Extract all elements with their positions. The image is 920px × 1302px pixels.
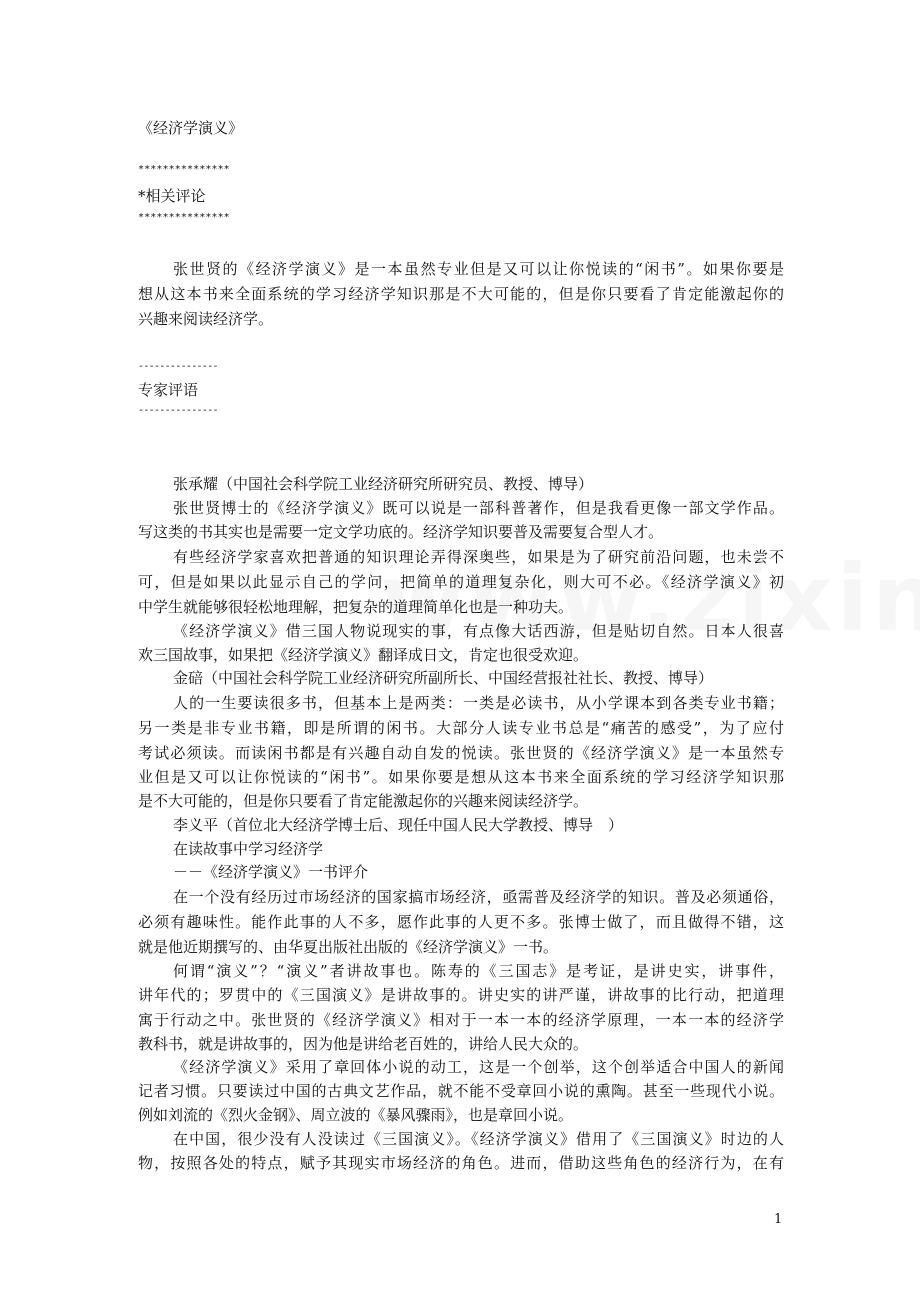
text-line: 寓于行动之中。张世贤的《经济学演义》相对于一本一本的经济学原理，一本一本的经济学	[138, 1011, 784, 1029]
text-line: 记者习惯。只要读过中国的古典文艺作品，就不能不受章回小说的熏陶。甚至一些现代小说。	[138, 1082, 784, 1100]
text-line: 必须有趣味性。能作此事的人不多，愿作此事的人更不多。张博士做了，而且做得不错，这	[138, 913, 784, 931]
text-line: 在中国，很少没有人没读过《三国演义》。《经济学演义》借用了《三国演义》时边的人	[173, 1130, 784, 1148]
text-line: 物，按照各处的特点，赋予其现实市场经济的角色。进而，借助这些角色的经济行为，在有	[138, 1154, 784, 1172]
text-line: 张世贤的《经济学演义》是一本虽然专业但是又可以让你悦读的“闲书”。如果你要是	[173, 260, 784, 278]
text-line: 写这类的书其实也是需要一定文学功底的。经济学知识要普及需要复合型人才。	[138, 523, 664, 541]
text-line: 《经济学演义》采用了章回体小说的动工，这是一个创举，这个创举适合中国人的新闻	[173, 1058, 784, 1076]
reviewer-3: 李义平（首位北大经济学博士后、现任中国人民大学教授、博导 ）	[173, 816, 624, 834]
review-3-subtitle: －－《经济学演义》一书评介	[173, 863, 369, 881]
text-line: 教科书，就是讲故事的，因为他是讲给老百姓的，讲给人民大众的。	[138, 1035, 589, 1053]
reviewer-1: 张承耀（中国社会科学院工业经济研究所研究员、教授、博导）	[173, 475, 594, 493]
stars-divider-top: ***************	[138, 164, 230, 175]
text-line: 考试必须读。而读闲书都是有兴趣自动自发的悦读。张世贤的《经济学演义》是一本虽然专	[138, 744, 784, 762]
text-line: 人的一生要读很多书，但基本上是两类：一类是必读书，从小学课本到各类专业书籍；	[173, 694, 784, 712]
text-line: 中学生就能够很轻松地理解，把复杂的道理简单化也是一种功夫。	[138, 598, 574, 616]
text-line: 何谓“演义”？“演义”者讲故事也。陈寿的《三国志》是考证，是讲史实，讲事件，	[173, 962, 784, 980]
text-line: 业但是又可以让你悦读的“闲书”。如果你要是想从这本书来全面系统的学习经济学知识那	[138, 768, 784, 786]
text-line: 就是他近期撰写的、由华夏出版社出版的《经济学演义》一书。	[138, 938, 559, 956]
dashes-divider-bottom: ---------------	[138, 405, 218, 416]
text-line: 欢三国故事，如果把《经济学演义》翻译成日文，肯定也很受欢迎。	[138, 646, 589, 664]
text-line: 想从这本书来全面系统的学习经济学知识那是不大可能的，但是你只要看了肯定能激起你的	[138, 285, 784, 303]
text-line: 是不大可能的，但是你只要看了肯定能激起你的兴趣来阅读经济学。	[138, 792, 589, 810]
reviewer-2: 金碚（中国社会科学院工业经济研究所副所长、中国经营报社社长、教授、博导）	[173, 669, 714, 687]
text-line: 讲年代的；罗贯中的《三国演义》是讲故事的。讲史实的讲严谨，讲故事的比行动，把道理	[138, 986, 784, 1004]
document-title: 《经济学演义》	[138, 119, 244, 137]
text-line: 在一个没有经历过市场经济的国家搞市场经济，亟需普及经济学的知识。普及必须通俗，	[173, 888, 784, 906]
review-3-title: 在读故事中学习经济学	[173, 840, 324, 858]
text-line: 张世贤博士的《经济学演义》既可以说是一部科普著作，但是我看更像一部文学作品。	[173, 499, 784, 517]
expert-heading: 专家评语	[138, 381, 199, 399]
text-line: 可，但是如果以此显示自己的学问，把简单的道理复杂化，则大可不必。《经济学演义》初	[138, 573, 784, 591]
page-number: 1	[774, 1212, 783, 1227]
text-line: 兴趣来阅读经济学。	[138, 310, 274, 328]
related-heading: *相关评论	[138, 187, 206, 205]
text-line: 另一类是非专业书籍，即是所谓的闲书。大部分人读专业书总是“痛苦的感受”，为了应付	[138, 719, 784, 737]
stars-divider-bottom: ***************	[138, 212, 230, 223]
dashes-divider-top: ---------------	[138, 361, 218, 372]
text-line: 例如刘流的《烈火金钢》、周立波的《暴风骤雨》，也是章回小说。	[138, 1106, 574, 1124]
text-line: 《经济学演义》借三国人物说现实的事，有点像大话西游，但是贴切自然。日本人很喜	[173, 622, 784, 640]
text-line: 有些经济学家喜欢把普通的知识理论弄得深奥些，如果是为了研究前沿问题，也未尝不	[173, 548, 784, 566]
